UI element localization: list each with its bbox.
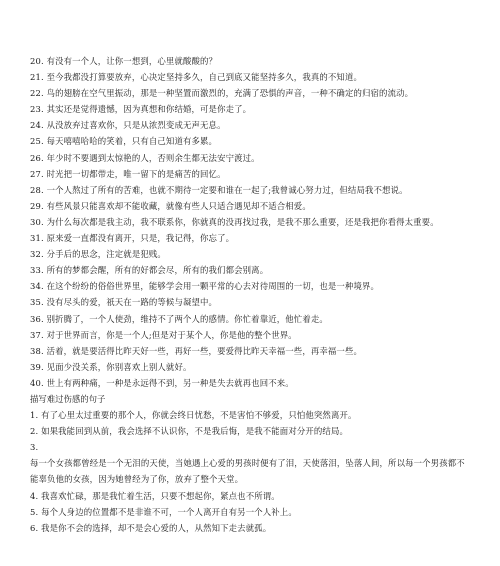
text-line-32: 32. 分手后的思念，注定就是犯贱。 — [30, 249, 166, 260]
text-line-20: 20. 有没有一个人，让你一想到，心里就酸酸的？ — [30, 56, 218, 66]
text-line-23: 23. 其实还是觉得遗憾，因为真想和你结婚，可是你走了。 — [30, 104, 252, 115]
text-line-29: 29. 有些风景只能喜欢却不能收藏，就像有些人只适合遇见却不适合相爱。 — [30, 200, 311, 211]
sad-line-4: 4. 我喜欢忙碌，那是我忙着生活，只要不想起你，紧点也不所谓。 — [30, 490, 280, 501]
text-line-26: 26. 年少时不要遇到太惊艳的人，否则余生都无法安宁渡过。 — [30, 152, 260, 163]
section-heading: 描写难过伤感的句子 — [30, 393, 106, 404]
text-line-36: 36. 别折腾了，一个人使劲，维持不了两个人的感情。你忙着靠近，他忙着走。 — [30, 313, 328, 324]
sad-line-6: 6. 我是你不会的选择，却不是会心爱的人，从然知下走去就孤。 — [30, 522, 272, 533]
text-line-37: 37. 对于世界而言，你是一个人;但是对于某个人，你是他的整个世界。 — [30, 329, 297, 340]
text-line-33: 33. 所有的梦都会醒，所有的好都会尽，所有的我们都会别离。 — [30, 265, 269, 276]
sad-line-2: 2. 如果我能回到从前，我会选择不认识你，不是我后悔，是我不能面对分开的结局。 — [30, 426, 348, 437]
text-line-39: 39. 见面少没关系，你别喜欢上别人就好。 — [30, 361, 192, 372]
sad-line-1: 1. 有了心里太过重要的那个人，你就会终日忧愁，不是害怕不够爱，只怕他突然离开。 — [30, 410, 357, 421]
sad-line-3-number: 3. — [30, 442, 39, 453]
text-line-27: 27. 时光把一切都带走，唯一留下的是痛苦的回忆。 — [30, 168, 226, 179]
text-line-24: 24. 从没放弃过喜欢你，只是从浓烈变成无声无息。 — [30, 120, 226, 131]
text-line-40: 40. 世上有两种痛，一种是永远得不到，另一种是失去就再也回不来。 — [30, 377, 294, 388]
text-line-38: 38. 活着，就是要活得比昨天好一些，再好一些，要爱得比昨天幸福一些，再幸福一些。 — [30, 345, 363, 356]
text-line-28: 28. 一个人熬过了所有的苦难，也就不期待一定要和谁在一起了;我曾诚心努力过，但结局我不想说。 — [30, 184, 408, 195]
text-line-34: 34. 在这个纷纷的俗俗世界里，能够学会用一颗平常的心去对待周围的一切，也是一种境界。 — [30, 281, 380, 292]
text-line-31: 31. 原来爱一直都没有离开，只是，我记得，你忘了。 — [30, 233, 235, 244]
text-line-25: 25. 每天嘻嘻哈哈的笑着，只有自己知道有多累。 — [30, 136, 218, 147]
document-page — [30, 53, 470, 566]
text-line-21: 21. 至今我都没打算要放弃，心决定坚持多久，自己到底又能坚持多久，我真的不知道。 — [30, 72, 363, 83]
text-line-22: 22. 鸟的翅膀在空气里振动，那是一种坚置而激烈的，充满了恐惧的声音，一种不确定的归宿的流动。 — [30, 88, 414, 99]
sad-line-5: 5. 每个人身边的位置都不是非谁不可，一个人离开自有另一个人补上。 — [30, 506, 297, 517]
sad-line-3-text: 每一个女孩都曾经是一个无泪的天使，当她遇上心爱的男孩时便有了泪，天使落泪，坠落人间，所以每一个男孩都不能辜负他的女孩，因为她曾经为了你，放弃了整个天堂。 — [30, 458, 465, 485]
text-line-35: 35. 没有尽头的爱，祇天在一路的等候与凝望中。 — [30, 297, 218, 308]
text-line-30: 30. 为什么每次都是我主动，我不联系你，你就真的没再找过我，是我不那么重要，还是我把你看得太重要。 — [30, 216, 439, 227]
